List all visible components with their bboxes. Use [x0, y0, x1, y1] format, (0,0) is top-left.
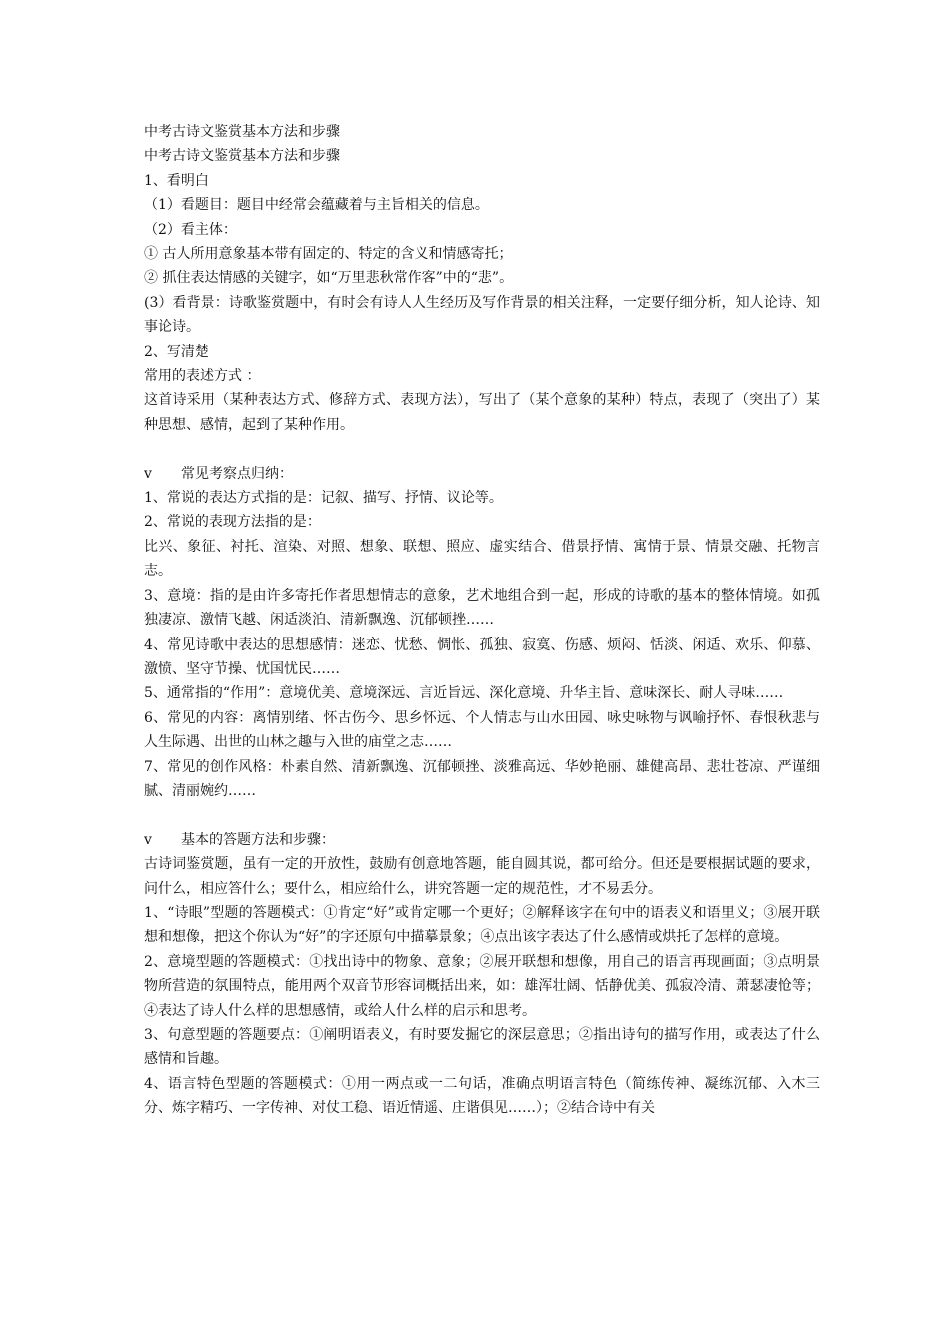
part2-line-2: 这首诗采用（某种表达方式、修辞方式、表现方法），写出了（某个意象的某种）特点，表现了（突出了）某种思想、感情，起到了某种作用。	[144, 392, 820, 433]
part1-heading: 1、看明白	[144, 172, 209, 189]
section-b-item: 2、意境型题的答题模式：①找出诗中的物象、意象；②展开联想和想像，用自己的语言再现画面；③点明景物所营造的氛围特点，能用两个双音节形容词概括出来，如：雄浑壮阔、恬静优美、孤寂冷清、萧瑟凄怆等；④表达了诗人什么样的思想感情，或给人什么样的启示和思考。	[144, 953, 820, 1019]
spacer	[144, 437, 820, 461]
part1-line-2: （2）看主体：	[144, 221, 237, 238]
section-a-heading: 常见考察点归纳：	[181, 465, 293, 482]
section-a-item: 5、通常指的“作用”：意境优美、意境深远、言近旨远、深化意境、升华主旨、意味深长、耐人寻味……	[144, 685, 784, 702]
section-b-item: 1、“诗眼”型题的答题模式：①肯定“好”或肯定哪一个更好；②解释该字在句中的语表义和语里义；③展开联想和想像，把这个你认为“好”的字还原句中描摹景象；④点出该字表达了什么感情或烘托了怎样的意境。	[144, 904, 820, 946]
section-b-item: 4、语言特色型题的答题模式：①用一两点或一二句话，准确点明语言特色（简练传神、凝练沉郁、入木三分、炼字精巧、一字传神、对仗工稳、语近情遥、庄谐俱见……）；②结合诗中有关	[144, 1075, 820, 1117]
bullet-icon: v	[144, 831, 152, 848]
section-a-item: 4、常见诗歌中表达的思想感情：迷恋、忧愁、惆怅、孤独、寂寞、伤感、烦闷、恬淡、闲适、欢乐、仰慕、激愤、坚守节操、忧国忧民……	[144, 636, 820, 677]
part1-line-1: （1）看题目：题目中经常会蕴藏着与主旨相关的信息。	[144, 197, 489, 214]
section-b-item: 3、句意型题的答题要点：①阐明语表义，有时要发掘它的深层意思；②指出诗句的描写作用，或表达了什么感情和旨趣。	[144, 1027, 820, 1068]
section-b-heading: 基本的答题方法和步骤：	[181, 831, 335, 848]
bullet-icon: v	[144, 465, 152, 482]
part1-line-4: ② 抓住表达情感的关键字，如“万里悲秋常作客”中的“悲”。	[144, 270, 514, 287]
part1-line-5: (3）看背景：诗歌鉴赏题中，有时会有诗人人生经历及写作背景的相关注释，一定要仔细分析，知人论诗、知事论诗。	[144, 294, 820, 336]
section-b-item: 古诗词鉴赏题，虽有一定的开放性，鼓励有创意地答题，能自圆其说，都可给分。但还是要根据试题的要求，问什么，相应答什么；要什么，相应给什么，讲究答题一定的规范性，才不易丢分。	[144, 856, 820, 897]
section-a-item: 比兴、象征、衬托、渲染、对照、想象、联想、照应、虚实结合、借景抒情、寓情于景、情景交融、托物言志。	[144, 538, 820, 580]
section-a-item: 7、常见的创作风格：朴素自然、清新飘逸、沉郁顿挫、淡雅高远、华妙艳丽、雄健高昂、悲壮苍凉、严谨细腻、清丽婉约……	[144, 758, 820, 799]
document-subtitle: 中考古诗文鉴赏基本方法和步骤	[144, 148, 340, 165]
section-a-item: 1、常说的表达方式指的是：记叙、描写、抒情、议论等。	[144, 490, 503, 507]
section-b-header	[144, 828, 820, 852]
section-a-item: 6、常见的内容：离情别绪、怀古伤今、思乡怀远、个人情志与山水田园、咏史咏物与讽喻抒怀、春恨秋悲与人生际遇、出世的山林之趣与入世的庙堂之志……	[144, 709, 820, 751]
document-body	[144, 120, 820, 1121]
section-a-item: 3、意境：指的是由许多寄托作者思想情志的意象，艺术地组合到一起，形成的诗歌的基本的整体情境。如孤独凄凉、激情飞越、闲适淡泊、清新飘逸、沉郁顿挫……	[144, 587, 820, 629]
part1-line-3: ① 古人所用意象基本带有固定的、特定的含义和情感寄托；	[144, 246, 513, 263]
document-title: 中考古诗文鉴赏基本方法和步骤	[144, 124, 340, 140]
spacer	[144, 803, 820, 827]
part2-heading: 2、写清楚	[144, 343, 209, 360]
part2-line-1: 常用的表述方式 ：	[144, 368, 261, 385]
section-a-header	[144, 462, 820, 486]
section-a-item: 2、常说的表现方法指的是：	[144, 514, 321, 531]
